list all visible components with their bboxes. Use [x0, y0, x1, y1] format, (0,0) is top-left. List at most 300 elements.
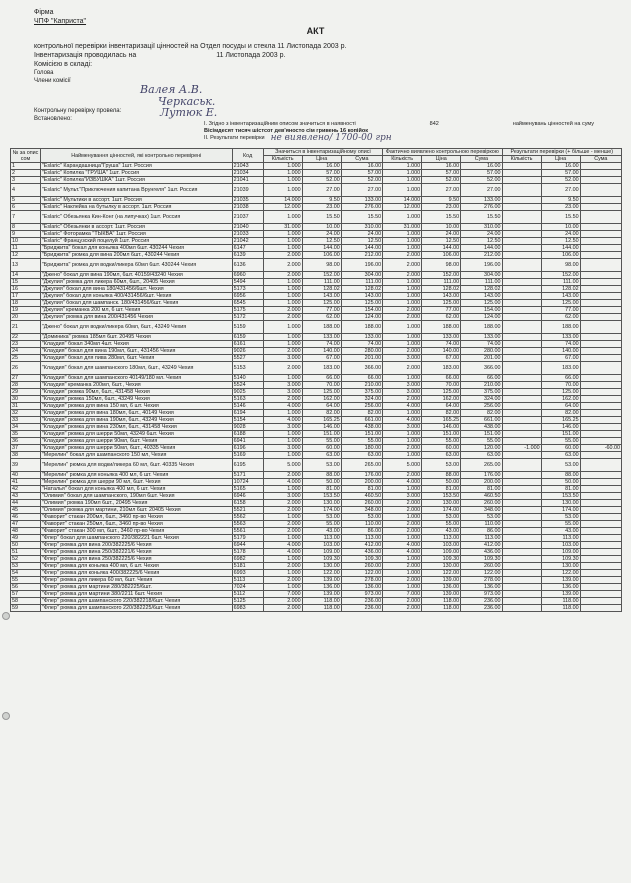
item-name: "Бриджита" бокал для коньяка 400мл 6шт. 430244 Чехия — [40, 245, 232, 252]
actual-qty: 1.000 — [383, 286, 422, 293]
listed-price: 24.00 — [302, 231, 341, 238]
diff-qty — [502, 321, 541, 334]
diff-sum — [580, 334, 621, 341]
item-code: 21035 — [232, 197, 263, 204]
diff-price: 81.00 — [541, 486, 580, 493]
actual-price: 50.00 — [422, 479, 461, 486]
listed-price: 143.00 — [302, 293, 341, 300]
table-row — [11, 224, 622, 231]
diff-sum — [580, 231, 621, 238]
table-row — [11, 163, 622, 170]
actual-qty: 2.000 — [383, 563, 422, 570]
row-number: 3 — [11, 177, 41, 184]
actual-qty: 4.000 — [383, 403, 422, 410]
diff-price: 15.50 — [541, 211, 580, 224]
actual-qty: 3.000 — [383, 389, 422, 396]
actual-qty: 1.000 — [383, 184, 422, 197]
row-number: 25 — [11, 355, 41, 362]
table-row — [11, 252, 622, 259]
row-number: 44 — [11, 500, 41, 507]
listed-sum: 27.00 — [341, 184, 382, 197]
listed-qty: 2.000 — [263, 272, 302, 279]
listed-price: 183.00 — [302, 362, 341, 375]
item-name: "Eslarіс" Обезьянка Кин-Конг (на липучках) 1шт. Россия — [40, 211, 232, 224]
diff-price: 23.00 — [541, 204, 580, 211]
diff-price: 143.00 — [541, 293, 580, 300]
diff-sum — [580, 500, 621, 507]
table-row — [11, 410, 622, 417]
listed-price: 139.00 — [302, 591, 341, 598]
item-code: 5562 — [232, 514, 263, 521]
diff-sum — [580, 584, 621, 591]
actual-qty: 1.000 — [383, 293, 422, 300]
actual-qty: 12.000 — [383, 204, 422, 211]
listed-price: 62.00 — [302, 314, 341, 321]
listed-price: 174.00 — [302, 507, 341, 514]
diff-sum — [580, 514, 621, 521]
listed-sum: 143.00 — [341, 293, 382, 300]
listed-sum: 348.00 — [341, 507, 382, 514]
row-number: 56 — [11, 584, 41, 591]
diff-price: 188.00 — [541, 321, 580, 334]
actual-qty: 2.000 — [383, 605, 422, 612]
listed-price: 152.00 — [302, 272, 341, 279]
item-name: "Олимия" рюмка для мартини, 210мл 6шт. 20405 Чехия — [40, 507, 232, 514]
diff-sum — [580, 321, 621, 334]
listed-price: 77.00 — [302, 307, 341, 314]
item-code: 5563 — [232, 521, 263, 528]
diff-qty — [502, 605, 541, 612]
actual-price: 62.00 — [422, 314, 461, 321]
listed-price: 82.00 — [302, 410, 341, 417]
actual-qty: 2.000 — [383, 252, 422, 259]
listed-qty: 4.000 — [263, 542, 302, 549]
item-code: 21040 — [232, 224, 263, 231]
actual-qty: 1.000 — [383, 163, 422, 170]
row-number: 5 — [11, 197, 41, 204]
note-i-count: 842 — [429, 121, 439, 127]
listed-qty: 1.000 — [263, 452, 302, 459]
listed-qty: 2.000 — [263, 396, 302, 403]
listed-price: 109.00 — [302, 549, 341, 556]
actual-qty: 4.000 — [383, 542, 422, 549]
actual-sum: 661.00 — [461, 417, 502, 424]
item-code: 6147 — [232, 245, 263, 252]
row-number: 14 — [11, 272, 41, 279]
item-name: "Клаудия" рюмка для вина 230мл, 6шт., 431458 Чехия — [40, 424, 232, 431]
actual-qty: 1.000 — [383, 535, 422, 542]
actual-qty: 2.000 — [383, 445, 422, 452]
actual-price: 151.00 — [422, 431, 461, 438]
diff-qty — [502, 396, 541, 403]
listed-qty: 2.000 — [263, 507, 302, 514]
diff-sum — [580, 211, 621, 224]
diff-sum — [580, 563, 621, 570]
diff-qty — [502, 549, 541, 556]
item-code: 5178 — [232, 549, 263, 556]
diff-sum — [580, 355, 621, 362]
listed-qty: 1.000 — [263, 279, 302, 286]
actual-sum: 260.00 — [461, 500, 502, 507]
actual-sum: 201.00 — [461, 355, 502, 362]
diff-price: 140.00 — [541, 348, 580, 355]
diff-qty — [502, 238, 541, 245]
diff-sum — [580, 286, 621, 293]
table-row — [11, 500, 622, 507]
listed-qty: 1.000 — [263, 293, 302, 300]
diff-sum: -60.00 — [580, 445, 621, 452]
listed-qty: 1.000 — [263, 438, 302, 445]
item-code: 21038 — [232, 204, 263, 211]
listed-price: 146.00 — [302, 424, 341, 431]
item-code: 5179 — [232, 535, 263, 542]
diff-qty — [502, 556, 541, 563]
diff-price: 53.00 — [541, 514, 580, 521]
listed-sum: 200.00 — [341, 479, 382, 486]
listed-qty: 4.000 — [263, 417, 302, 424]
table-row — [11, 238, 622, 245]
col-name: Найменування цінностей, які контрольно перевірені — [40, 149, 232, 163]
row-number: 2 — [11, 170, 41, 177]
item-name: "Клаудия" рюмка 150мл, 6шт., 43249 Чехия — [40, 396, 232, 403]
diff-price: 118.00 — [541, 598, 580, 605]
actual-sum: 176.00 — [461, 472, 502, 479]
actual-price: 111.00 — [422, 279, 461, 286]
listed-price: 60.00 — [302, 445, 341, 452]
row-number: 11 — [11, 245, 41, 252]
row-number: 59 — [11, 605, 41, 612]
diff-qty — [502, 170, 541, 177]
subtitle-line-2-date: 11 Листопада 2003 р. — [216, 52, 286, 59]
col-qty: Кількість — [383, 156, 422, 163]
table-row — [11, 445, 622, 452]
item-code: 9026 — [232, 348, 263, 355]
actual-sum: 236.00 — [461, 598, 502, 605]
actual-qty: 1.000 — [383, 431, 422, 438]
row-number: 24 — [11, 348, 41, 355]
diff-qty — [502, 514, 541, 521]
table-row — [11, 577, 622, 584]
listed-sum: 661.00 — [341, 417, 382, 424]
listed-sum: 438.00 — [341, 424, 382, 431]
actual-price: 146.00 — [422, 424, 461, 431]
diff-qty — [502, 591, 541, 598]
table-row — [11, 417, 622, 424]
actual-sum: 125.00 — [461, 300, 502, 307]
actual-price: 70.00 — [422, 382, 461, 389]
actual-sum: 236.00 — [461, 605, 502, 612]
diff-sum — [580, 238, 621, 245]
commission-label: Комісією в складі: — [34, 61, 93, 68]
listed-price: 10.00 — [302, 224, 341, 231]
actual-qty: 1.000 — [383, 177, 422, 184]
item-name: "Джулия" креманка 200 мл, 6 шт. Чехия — [40, 307, 232, 314]
note-ii: Вісімдесят тисяч шістсот дев'яносто сім гривень 16 копійок — [204, 128, 368, 134]
actual-qty: 1.000 — [383, 486, 422, 493]
actual-qty: 4.000 — [383, 479, 422, 486]
diff-price: 152.00 — [541, 272, 580, 279]
diff-qty — [502, 528, 541, 535]
item-code: 6196 — [232, 445, 263, 452]
actual-sum: 210.00 — [461, 382, 502, 389]
table-row — [11, 389, 622, 396]
item-name: "Фаворит" стакан 300 мл, 6шт., 3460 пр-во Чехия — [40, 528, 232, 535]
diff-qty — [502, 472, 541, 479]
listed-qty: 1.000 — [263, 556, 302, 563]
listed-sum: 210.00 — [341, 382, 382, 389]
table-row — [11, 493, 622, 500]
subtitle-line-2-label: Інвентаризація проводилась на — [34, 52, 137, 59]
table-row — [11, 542, 622, 549]
actual-qty: 1.000 — [383, 334, 422, 341]
listed-qty: 2.000 — [263, 605, 302, 612]
row-number: 43 — [11, 493, 41, 500]
row-number: 8 — [11, 224, 41, 231]
diff-price: 74.00 — [541, 341, 580, 348]
table-row — [11, 479, 622, 486]
actual-price: 43.00 — [422, 528, 461, 535]
row-number: 20 — [11, 314, 41, 321]
actual-sum: 151.00 — [461, 431, 502, 438]
row-number: 51 — [11, 549, 41, 556]
listed-price: 111.00 — [302, 279, 341, 286]
diff-sum — [580, 314, 621, 321]
item-name: "Олимия" бокал для шампанского, 190мл 6шт. Чехия — [40, 493, 232, 500]
listed-price: 74.00 — [302, 341, 341, 348]
listed-sum: 256.00 — [341, 403, 382, 410]
actual-qty: 3.000 — [383, 424, 422, 431]
item-code: 9028 — [232, 424, 263, 431]
row-number: 38 — [11, 452, 41, 459]
diff-qty — [502, 493, 541, 500]
actual-price: 128.02 — [422, 286, 461, 293]
listed-price: 125.00 — [302, 300, 341, 307]
item-code: 6982 — [232, 556, 263, 563]
col-no: № за опис сом — [12, 149, 39, 162]
diff-sum — [580, 375, 621, 382]
table-row — [11, 362, 622, 375]
diff-qty — [502, 314, 541, 321]
item-name: "Клаудия" бокал для шампанского 180мл, 6шт., 43249 Чехия — [40, 362, 232, 375]
listed-price: 109.30 — [302, 556, 341, 563]
diff-qty — [502, 224, 541, 231]
listed-qty: 1.000 — [263, 535, 302, 542]
diff-qty — [502, 355, 541, 362]
listed-sum: 280.00 — [341, 348, 382, 355]
diff-price: 139.00 — [541, 577, 580, 584]
actual-sum: 188.00 — [461, 321, 502, 334]
item-name: "Наталья" бокал для коньяка 400 мл, 6 шт. Чехия — [40, 486, 232, 493]
table-row — [11, 556, 622, 563]
col-qty: Кількість — [502, 156, 541, 163]
item-name: "Eslarіс" Фоторамка "ТЫКВА" 1шт. Россия — [40, 231, 232, 238]
actual-sum: 27.00 — [461, 184, 502, 197]
row-number: 37 — [11, 445, 41, 452]
listed-qty: 1.000 — [263, 570, 302, 577]
diff-price: 151.00 — [541, 431, 580, 438]
item-code: 6993 — [232, 570, 263, 577]
item-name: "Клаудия" рюмка 90мл, 6шт., 431458 Чехия — [40, 389, 232, 396]
actual-qty: 2.000 — [383, 307, 422, 314]
actual-price: 130.00 — [422, 563, 461, 570]
actual-price: 103.00 — [422, 542, 461, 549]
listed-price: 67.00 — [302, 355, 341, 362]
item-name: "Джулия" рюмка для ликера 60мл, 6шт., 20405 Чехия — [40, 279, 232, 286]
actual-price: 125.00 — [422, 300, 461, 307]
actual-sum: 124.00 — [461, 314, 502, 321]
listed-qty: 1.000 — [263, 231, 302, 238]
col-price: Ціна — [302, 156, 341, 163]
actual-qty: 2.000 — [383, 272, 422, 279]
row-number: 30 — [11, 396, 41, 403]
diff-price: 66.00 — [541, 375, 580, 382]
diff-qty — [502, 184, 541, 197]
listed-qty: 7.000 — [263, 591, 302, 598]
diff-price: 122.00 — [541, 570, 580, 577]
listed-sum: 212.00 — [341, 252, 382, 259]
actual-sum: 53.00 — [461, 514, 502, 521]
actual-sum: 265.00 — [461, 459, 502, 472]
diff-price: 82.00 — [541, 410, 580, 417]
item-name: "Флер" рюмка для мартини 280/382225/6шт. — [40, 584, 232, 591]
diff-price: 139.00 — [541, 591, 580, 598]
actual-qty: 1.000 — [383, 321, 422, 334]
table-row — [11, 211, 622, 224]
listed-qty: 2.000 — [263, 307, 302, 314]
actual-qty: 1.000 — [383, 238, 422, 245]
actual-sum: 212.00 — [461, 252, 502, 259]
col-listed: Значиться в інвентаризаційному описі — [263, 149, 382, 156]
listed-qty: 1.000 — [263, 375, 302, 382]
actual-qty: 1.000 — [383, 375, 422, 382]
col-sum: Сума — [461, 156, 502, 163]
item-name: "Клаудия" рюмка для шерри 50мл, 43249 6шт. Чехия — [40, 431, 232, 438]
subtitle-line-1: контрольної перевірки інвентаризації цінностей на Отдел посуды и стекла 11 Листопада 2003 р. — [34, 43, 347, 50]
diff-sum — [580, 452, 621, 459]
listed-price: 9.50 — [302, 197, 341, 204]
diff-qty — [502, 259, 541, 272]
row-number: 12 — [11, 252, 41, 259]
listed-price: 153.50 — [302, 493, 341, 500]
listed-sum: 52.00 — [341, 177, 382, 184]
item-name: "Фаворит" стакан 250мл, 6шт., 3460 пр-во Чехия — [40, 521, 232, 528]
diff-qty — [502, 293, 541, 300]
listed-qty: 3.000 — [263, 445, 302, 452]
diff-sum — [580, 163, 621, 170]
diff-qty — [502, 417, 541, 424]
listed-sum: 151.00 — [341, 431, 382, 438]
diff-price: 118.00 — [541, 605, 580, 612]
table-row — [11, 321, 622, 334]
row-number: 28 — [11, 382, 41, 389]
diff-price: 128.02 — [541, 286, 580, 293]
listed-sum: 375.00 — [341, 389, 382, 396]
listed-sum: 201.00 — [341, 355, 382, 362]
diff-price: 55.00 — [541, 521, 580, 528]
listed-price: 144.00 — [302, 245, 341, 252]
item-name: "Мерелин" рюмка для водки/ликера 60 мл, 6шт. 40335 Чехия — [40, 459, 232, 472]
item-name: "Мерелин" бокал для шампанского 150 мл, Чехия — [40, 452, 232, 459]
listed-sum: 460.50 — [341, 493, 382, 500]
item-name: "Eslarіс" Карандашница"Груша" 1шт. Россия — [40, 163, 232, 170]
row-number: 19 — [11, 307, 41, 314]
listed-sum: 180.00 — [341, 445, 382, 452]
row-number: 27 — [11, 375, 41, 382]
actual-sum: 128.02 — [461, 286, 502, 293]
col-qty: Кількість — [263, 156, 302, 163]
listed-price: 55.00 — [302, 438, 341, 445]
row-number: 6 — [11, 204, 41, 211]
table-row — [11, 231, 622, 238]
commission-block — [34, 61, 594, 123]
listed-sum: 196.00 — [341, 259, 382, 272]
table-row — [11, 334, 622, 341]
table-row — [11, 438, 622, 445]
item-code: 21033 — [232, 231, 263, 238]
col-actual: Фактично виявлено контрольною перевіркою — [383, 149, 502, 156]
row-number: 52 — [11, 556, 41, 563]
diff-price: 43.00 — [541, 528, 580, 535]
actual-sum: 143.00 — [461, 293, 502, 300]
actual-sum: 81.00 — [461, 486, 502, 493]
diff-qty — [502, 598, 541, 605]
diff-price: 174.00 — [541, 507, 580, 514]
row-number: 26 — [11, 362, 41, 375]
row-number: 53 — [11, 563, 41, 570]
item-code: 21041 — [232, 177, 263, 184]
table-row — [11, 605, 622, 612]
item-code: 6194 — [232, 410, 263, 417]
listed-price: 162.00 — [302, 396, 341, 403]
table-row — [11, 314, 622, 321]
diff-sum — [580, 605, 621, 612]
listed-qty: 2.000 — [263, 528, 302, 535]
diff-sum — [580, 424, 621, 431]
diff-sum — [580, 272, 621, 279]
listed-price: 16.00 — [302, 163, 341, 170]
actual-price: 67.00 — [422, 355, 461, 362]
actual-sum: 120.00 — [461, 445, 502, 452]
item-code: 5140 — [232, 375, 263, 382]
actual-sum: 55.00 — [461, 438, 502, 445]
notes-block — [34, 121, 594, 142]
item-name: "Флер" рюмка для вина 250/382225/6 Чехия — [40, 556, 232, 563]
actual-price: 55.00 — [422, 521, 461, 528]
diff-price: 57.00 — [541, 170, 580, 177]
item-code: 5169 — [232, 452, 263, 459]
actual-price: 57.00 — [422, 170, 461, 177]
diff-price: 16.00 — [541, 163, 580, 170]
listed-price: 106.00 — [302, 252, 341, 259]
item-code: 6946 — [232, 493, 263, 500]
listed-sum: 324.00 — [341, 396, 382, 403]
listed-price: 118.00 — [302, 598, 341, 605]
listed-price: 113.00 — [302, 535, 341, 542]
row-number: 16 — [11, 286, 41, 293]
listed-sum: 122.00 — [341, 570, 382, 577]
listed-sum: 74.00 — [341, 341, 382, 348]
members-label: Члени комісії — [34, 78, 71, 84]
item-code: 5165 — [232, 486, 263, 493]
actual-price: 64.00 — [422, 403, 461, 410]
listed-price: 70.00 — [302, 382, 341, 389]
listed-qty: 1.000 — [263, 170, 302, 177]
actual-sum: 310.00 — [461, 224, 502, 231]
diff-price: 136.00 — [541, 584, 580, 591]
listed-qty: 2.000 — [263, 598, 302, 605]
row-number: 50 — [11, 542, 41, 549]
actual-qty: 1.000 — [383, 245, 422, 252]
